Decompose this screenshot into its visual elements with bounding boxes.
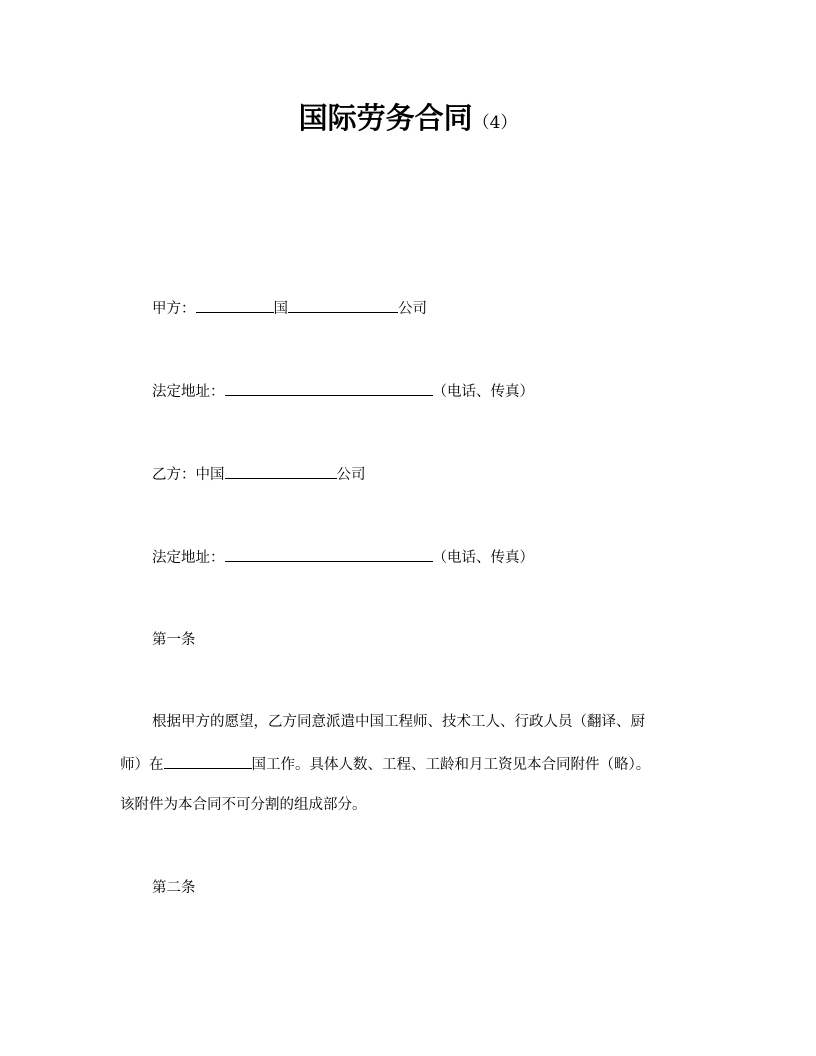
article-1-line-3: 该附件为本合同不可分割的组成部分。 [120,797,367,813]
party-a-line [152,298,427,319]
party-a-address-end: （电话、传真） [432,384,534,400]
article-1-heading: 第一条 [152,632,196,648]
party-b-address-line [152,547,534,568]
party-a-address-label: 法定地址： [152,384,225,400]
party-a-mid: 国 [273,301,288,317]
party-a-label: 甲方： [152,301,196,317]
document-title [0,96,816,137]
party-b-address-blank[interactable] [225,547,433,562]
article-1-line-2-start: 师）在 [120,757,164,773]
party-a-address-line [152,381,534,402]
article-2-heading: 第二条 [152,880,196,896]
party-a-address-blank[interactable] [225,381,433,396]
article-1-line-1: 根据甲方的愿望，乙方同意派遣中国工程师、技术工人、行政人员（翻译、厨 [152,714,645,730]
article-1-line-2-end: 国工作。具体人数、工程、工龄和月工资见本合同附件（略）。 [251,757,651,773]
party-b-line [152,464,366,485]
work-country-blank[interactable] [164,754,252,769]
party-b-label: 乙方：中国 [152,467,225,483]
title-suffix: （4） [472,113,518,133]
title-main: 国际劳务合同 [298,101,473,135]
article-1-line-2 [120,754,650,775]
party-a-country-blank[interactable] [196,298,274,313]
party-b-company-blank[interactable] [225,464,337,479]
party-a-company-blank[interactable] [288,298,398,313]
party-a-end: 公司 [398,301,427,317]
party-b-address-end: （电话、传真） [432,550,534,566]
party-b-end: 公司 [336,467,366,483]
party-b-address-label: 法定地址： [152,550,225,566]
